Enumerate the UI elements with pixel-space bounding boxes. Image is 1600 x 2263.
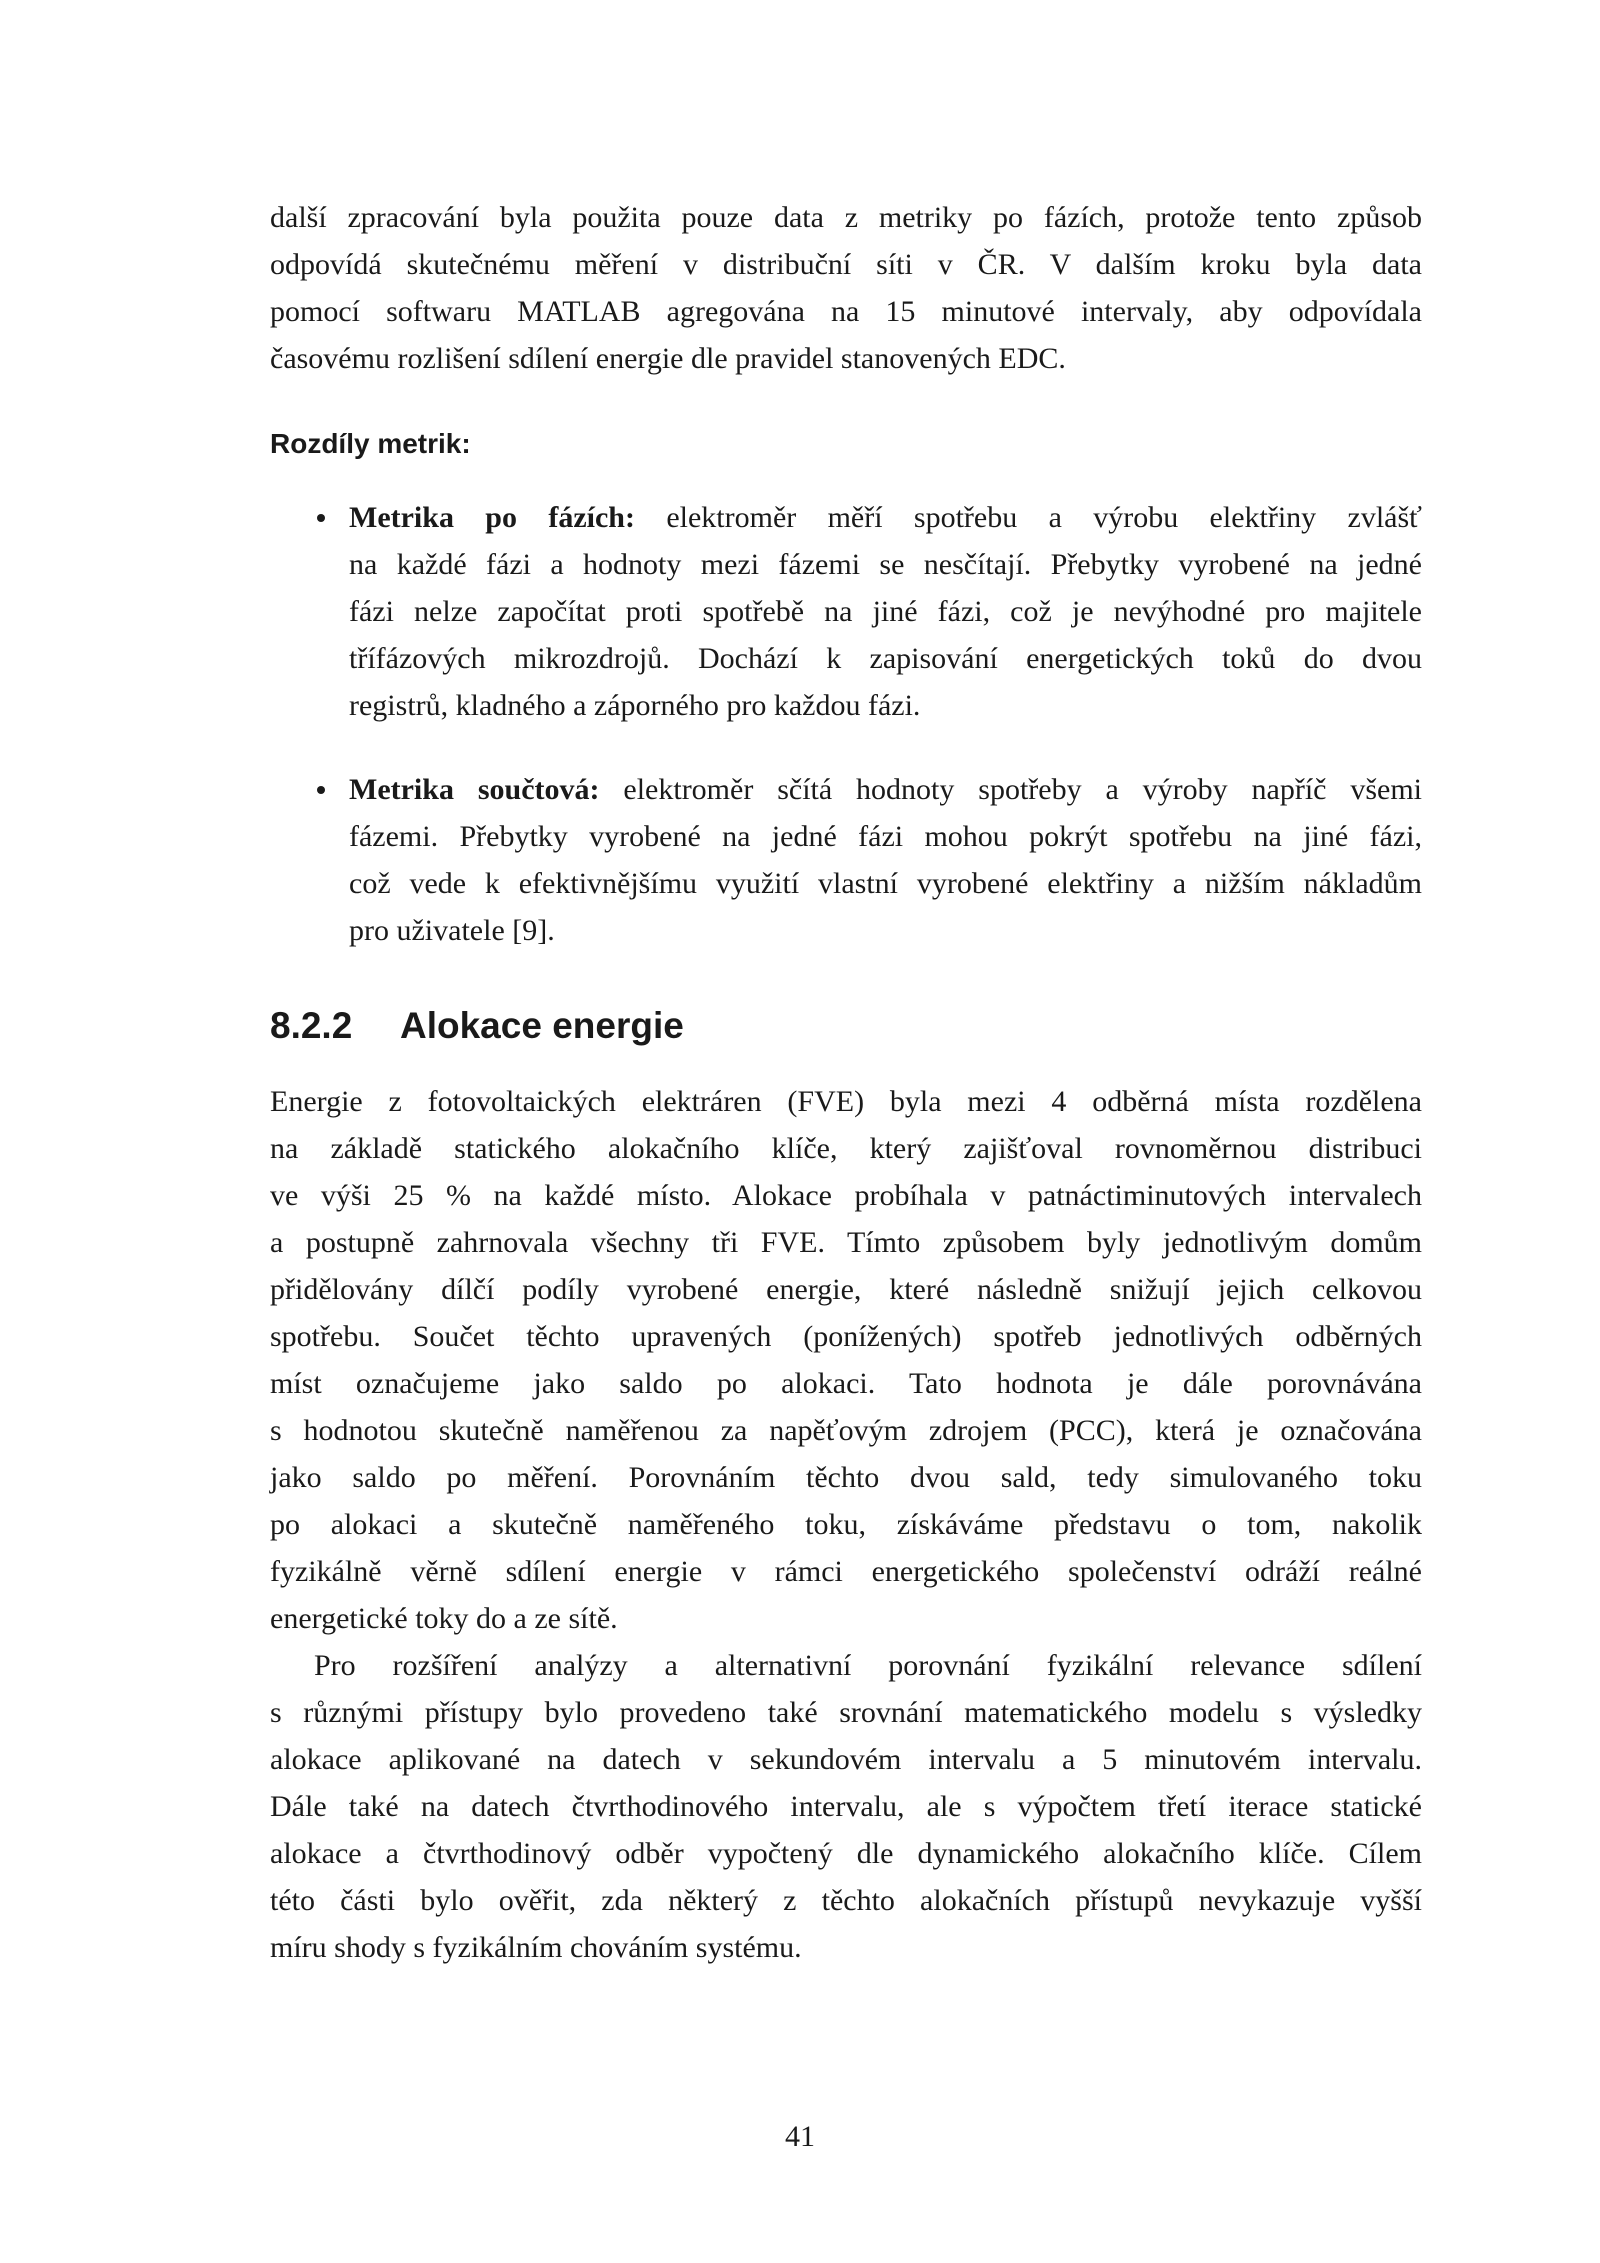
paragraph bbox=[270, 1078, 1422, 1971]
text-line: míru shody s fyzikálním chováním systému. bbox=[270, 1931, 802, 1964]
text-line: jako saldo po měření. Porovnáním těchto dvou sald, tedy simulovaného toku bbox=[270, 1461, 1422, 1494]
text-line: a postupně zahrnovala všechny tři FVE. Tímto způsobem byly jednotlivým domům bbox=[270, 1226, 1422, 1259]
text-line: alokace aplikované na datech v sekundovém intervalu a 5 minutovém intervalu. bbox=[270, 1743, 1422, 1776]
section-title: Alokace energie bbox=[400, 1005, 684, 1046]
text-line: na každé fázi a hodnoty mezi fázemi se nesčítají. Přebytky vyrobené na jedné bbox=[349, 548, 1422, 581]
text-line: registrů, kladného a záporného pro každou fázi. bbox=[349, 689, 921, 722]
section-heading bbox=[270, 1005, 684, 1047]
text-line: fázemi. Přebytky vyrobené na jedné fázi mohou pokrýt spotřebu na jiné fázi, bbox=[349, 820, 1422, 853]
text-line: Pro rozšíření analýzy a alternativní porovnání fyzikální relevance sdílení bbox=[314, 1649, 1422, 1682]
page-number: 41 bbox=[785, 2120, 815, 2153]
bullet-icon bbox=[317, 786, 325, 794]
text-line: což vede k efektivnějšímu využití vlastní vyrobené elektřiny a nižším nákladům bbox=[349, 867, 1422, 900]
text-line: této části bylo ověřit, zda některý z těchto alokačních přístupů nevykazuje vyšší bbox=[270, 1884, 1422, 1917]
text-line: fyzikálně věrně sdílení energie v rámci energetického společenství odráží reálné bbox=[270, 1555, 1422, 1588]
text-line: po alokaci a skutečně naměřeného toku, získáváme představu o tom, nakolik bbox=[270, 1508, 1422, 1541]
section-number: 8.2.2 bbox=[270, 1005, 353, 1046]
text-line: spotřebu. Součet těchto upravených (ponížených) spotřeb jednotlivých odběrných bbox=[270, 1320, 1422, 1353]
text-line: elektroměr měří spotřebu a výrobu elektřiny zvlášť bbox=[666, 501, 1422, 534]
text-line: časovému rozlišení sdílení energie dle pravidel stanovených EDC. bbox=[270, 342, 1066, 375]
bullet-item bbox=[349, 766, 1422, 954]
text-line: alokace a čtvrthodinový odběr vypočtený dle dynamického alokačního klíče. Cílem bbox=[270, 1837, 1422, 1870]
intro-paragraph bbox=[270, 194, 1422, 382]
text-line: na základě statického alokačního klíče, který zajišťoval rovnoměrnou distribuci bbox=[270, 1132, 1422, 1165]
text-line: elektroměr sčítá hodnoty spotřeby a výroby napříč všemi bbox=[623, 773, 1423, 806]
text-line: pro uživatele [9]. bbox=[349, 914, 555, 947]
bullet-icon bbox=[317, 514, 325, 522]
text-line: míst označujeme jako saldo po alokaci. Tato hodnota je dále porovnávána bbox=[270, 1367, 1422, 1400]
bullet-term: Metrika součtová: bbox=[349, 773, 600, 806]
text-line: třífázových mikrozdrojů. Dochází k zapisování energetických toků do dvou bbox=[349, 642, 1422, 675]
subheading: Rozdíly metrik: bbox=[270, 428, 471, 459]
text-line: s hodnotou skutečně naměřenou za napěťovým zdrojem (PCC), která je označována bbox=[270, 1414, 1422, 1447]
text-line: přidělovány dílčí podíly vyrobené energie, které následně snižují jejich celkovou bbox=[270, 1273, 1422, 1306]
text-line: odpovídá skutečnému měření v distribuční síti v ČR. V dalším kroku byla data bbox=[270, 248, 1422, 281]
text-line: ve výši 25 % na každé místo. Alokace probíhala v patnáctiminutových intervalech bbox=[270, 1179, 1422, 1212]
text-line: energetické toky do a ze sítě. bbox=[270, 1602, 618, 1635]
bullet-term: Metrika po fázích: bbox=[349, 501, 635, 534]
text-line: pomocí softwaru MATLAB agregována na 15 minutové intervaly, aby odpovídala bbox=[270, 295, 1422, 328]
text-line: další zpracování byla použita pouze data z metriky po fázích, protože tento způsob bbox=[270, 201, 1422, 234]
bullet-item bbox=[349, 494, 1422, 729]
text-line: fázi nelze započítat proti spotřebě na jiné fázi, což je nevýhodné pro majitele bbox=[349, 595, 1422, 628]
text-line: s různými přístupy bylo provedeno také srovnání matematického modelu s výsledky bbox=[270, 1696, 1422, 1729]
text-line: Energie z fotovoltaických elektráren (FVE) byla mezi 4 odběrná místa rozdělena bbox=[270, 1085, 1422, 1118]
text-line: Dále také na datech čtvrthodinového intervalu, ale s výpočtem třetí iterace statické bbox=[270, 1790, 1422, 1823]
